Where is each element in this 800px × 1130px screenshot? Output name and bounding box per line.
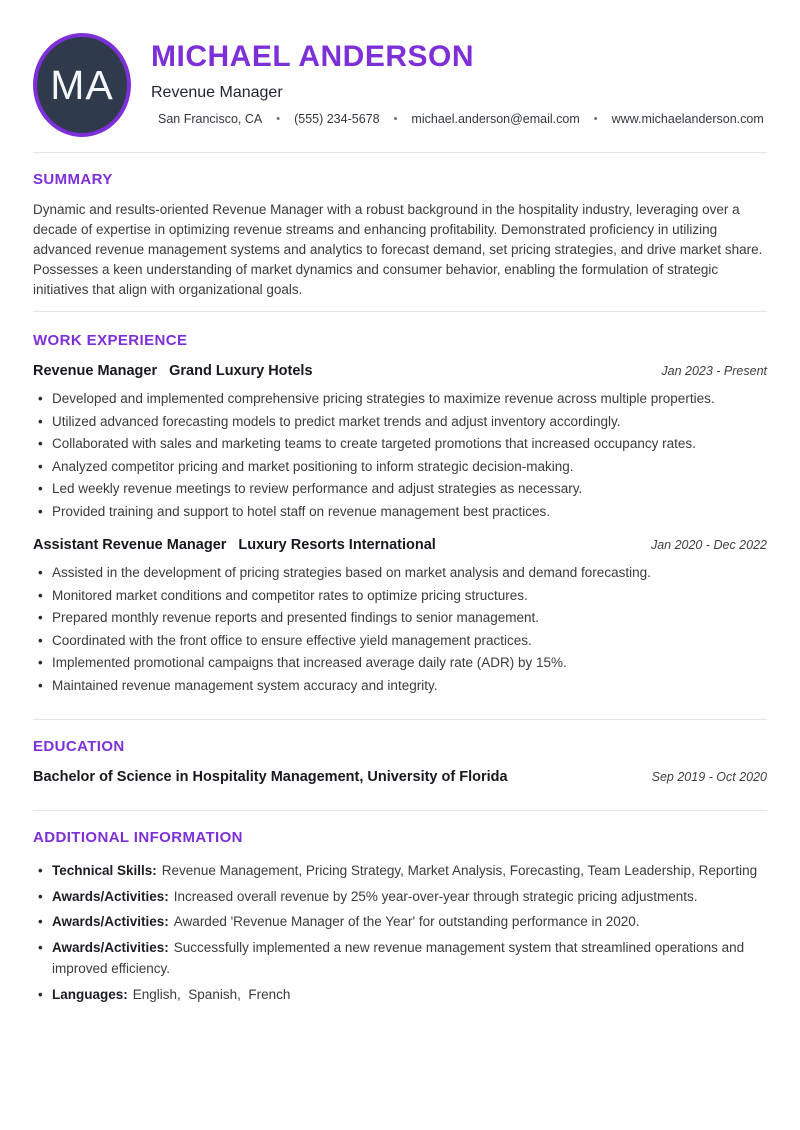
additional-item-label: Awards/Activities: (52, 914, 169, 929)
additional-item (33, 936, 767, 981)
additional-item-label: Awards/Activities: (52, 939, 169, 955)
education-dates: Sep 2019 - Oct 2020 (651, 770, 767, 784)
additional-item (33, 859, 767, 883)
job-bullet: • Utilized advanced forecasting models to predict market trends and adjust inventory accordingly. (33, 411, 767, 434)
work-experience-section (33, 312, 767, 719)
additional-item-label: Languages: (52, 986, 128, 1002)
additional-item (33, 910, 767, 934)
job-bullet: • Prepared monthly revenue reports and presented findings to senior management. (33, 607, 767, 630)
job-title-line (33, 537, 436, 553)
avatar-initials: MA (50, 61, 114, 108)
job-bullet-list (33, 388, 767, 523)
contact-item: • www.michaelanderson.com (580, 112, 764, 126)
contact-item: • michael.anderson@email.com (380, 112, 580, 126)
job-dates: Jan 2020 - Dec 2022 (650, 538, 767, 552)
education-heading: EDUCATION (33, 738, 125, 755)
education-degree: Bachelor of Science in Hospitality Management, University of Florida (33, 769, 508, 785)
job-bullet: • Led weekly revenue meetings to review performance and adjust strategies as necessary. (33, 478, 767, 501)
additional-item-text: Revenue Management, Pricing Strategy, Market Analysis, Forecasting, Team Leadership, Reporting (161, 863, 758, 878)
job-entry (33, 537, 767, 697)
job-header (33, 363, 767, 379)
additional-item-text: Awarded 'Revenue Manager of the Year' for outstanding performance in 2020. (173, 914, 640, 929)
summary-heading: SUMMARY (33, 171, 113, 188)
job-bullet: • Maintained revenue management system accuracy and integrity. (33, 675, 767, 698)
education-entry (33, 769, 767, 785)
professional-title: Revenue Manager (151, 83, 283, 101)
additional-item (33, 983, 767, 1007)
job-bullet: • Coordinated with the front office to ensure effective yield management practices. (33, 630, 767, 653)
job-bullet-list (33, 562, 767, 697)
summary-section (33, 153, 767, 311)
contact-item: • (555) 234-5678 (262, 112, 379, 126)
contact-line (158, 112, 764, 126)
job-dates: Jan 2023 - Present (661, 364, 767, 378)
resume-header (33, 0, 767, 152)
additional-item-label: Technical Skills: (52, 863, 157, 878)
additional-item-text: Increased overall revenue by 25% year-over-year through strategic pricing adjustments. (173, 888, 698, 904)
job-title: Revenue Manager (33, 363, 158, 379)
contact-item: San Francisco, CA (158, 111, 263, 126)
job-bullet: • Assisted in the development of pricing strategies based on market analysis and demand forecasting. (33, 562, 767, 585)
job-company: Luxury Resorts International (238, 537, 436, 553)
job-bullet: • Monitored market conditions and competitor rates to optimize pricing structures. (33, 585, 767, 608)
additional-item (33, 885, 767, 909)
header-text (151, 33, 764, 126)
job-bullet: • Implemented promotional campaigns that increased average daily rate (ADR) by 15%. (33, 652, 767, 675)
additional-information-heading: ADDITIONAL INFORMATION (33, 829, 243, 846)
additional-item-text: English, Spanish, French (132, 986, 291, 1002)
job-title: Assistant Revenue Manager (33, 537, 227, 553)
job-bullet: • Provided training and support to hotel staff on revenue management best practices. (33, 501, 767, 524)
education-section (33, 720, 767, 810)
additional-item-label: Awards/Activities: (52, 888, 169, 904)
job-company: Grand Luxury Hotels (169, 363, 313, 379)
job-bullet: • Developed and implemented comprehensive pricing strategies to maximize revenue across multiple properties. (33, 388, 767, 411)
job-header (33, 537, 767, 553)
additional-information-section (33, 811, 767, 1006)
job-title-line (33, 363, 313, 379)
job-entry (33, 363, 767, 523)
work-experience-heading: WORK EXPERIENCE (33, 332, 188, 349)
job-bullet: • Collaborated with sales and marketing teams to create targeted promotions that increased occupancy rates. (33, 433, 767, 456)
job-bullet: • Analyzed competitor pricing and market positioning to inform strategic decision-making. (33, 456, 767, 479)
summary-text: Dynamic and results-oriented Revenue Manager with a robust background in the hospitality industry, leveraging over a decade of expertise in optimizing revenue streams and enhancing profitability. Demonstrated proficiency in utilizing advanced revenue management systems and analytics to forecast demand, set pricing strategies, and drive market share. Possesses a keen understanding of market dynamics and consumer behavior, enabling the formulation of strategic initiatives that align with organizational goals. (33, 202, 763, 297)
candidate-name: MICHAEL ANDERSON (151, 40, 475, 73)
avatar (33, 33, 131, 137)
additional-list (33, 859, 767, 1006)
additional-item-text: Successfully implemented a new revenue management system that streamlined operations and improved efficiency. (52, 939, 748, 976)
